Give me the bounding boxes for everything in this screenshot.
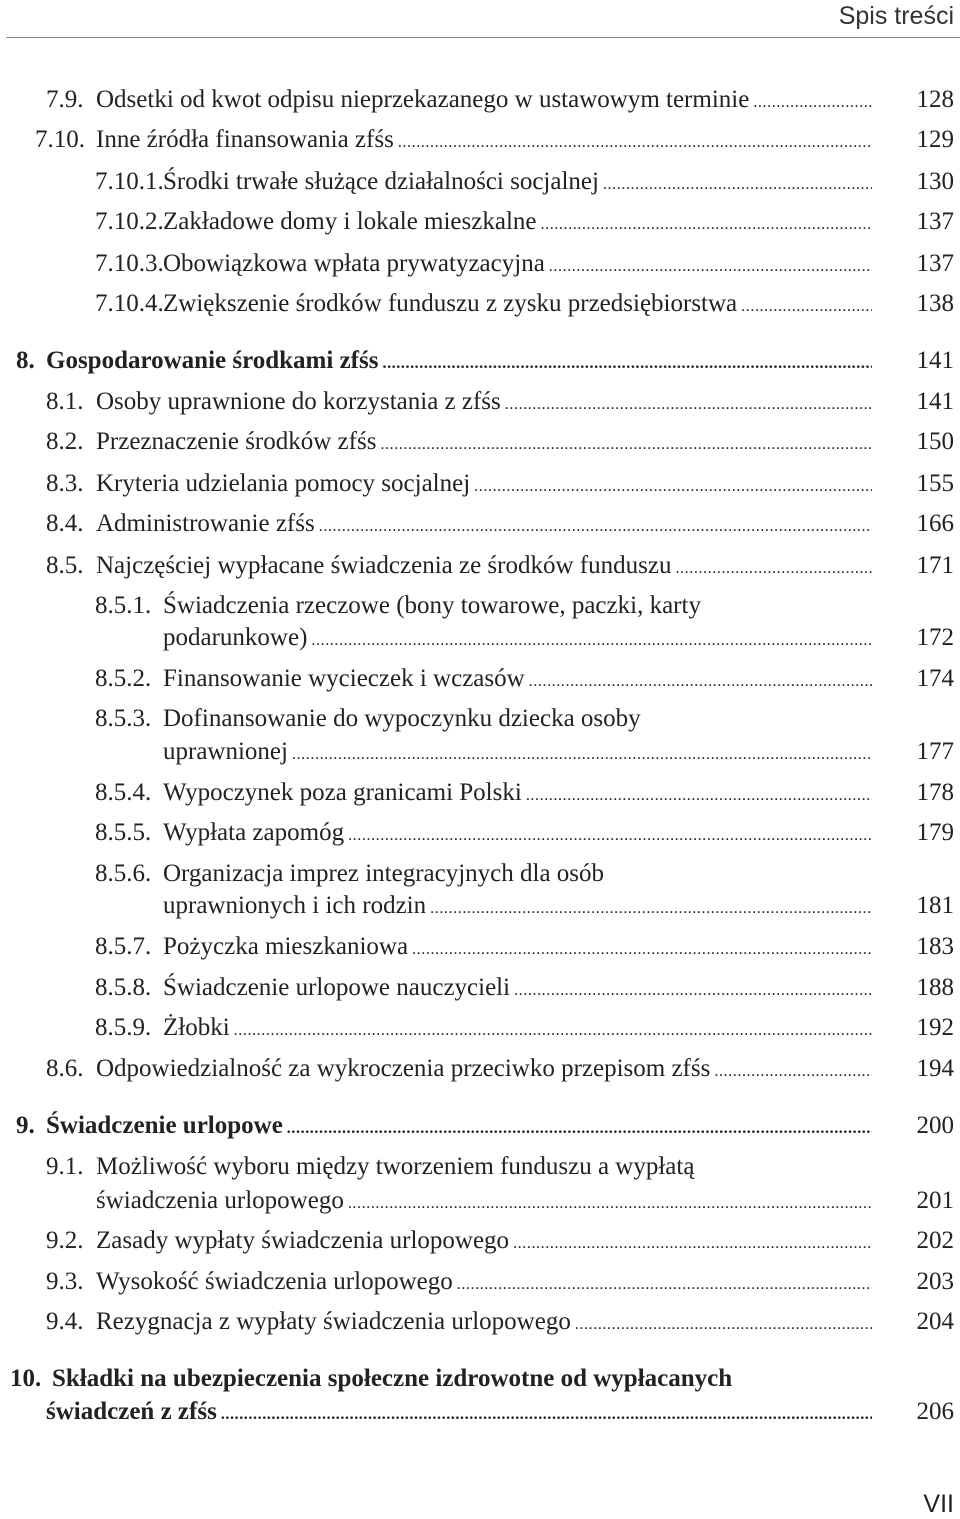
dot-leader [526, 780, 872, 812]
toc-entry-number: 9.2. [46, 1227, 84, 1254]
dot-leader [753, 87, 872, 119]
dot-leader [541, 209, 873, 241]
toc-entry-page: 171 [916, 552, 954, 579]
toc-entry-title-leader [96, 1053, 872, 1085]
toc-entry-number: 8.5.7. [95, 933, 152, 960]
dot-leader [529, 666, 872, 698]
toc-entry-page: 174 [916, 665, 954, 692]
toc-entry-number: 8.5.6. [95, 860, 152, 887]
toc-entry-title: świadczenia urlopowego [96, 1187, 344, 1214]
toc-entry-page: 201 [916, 1187, 954, 1214]
toc-entry-line [0, 426, 960, 458]
toc-entry-page: 192 [916, 1014, 954, 1041]
toc-entry-title: Wysokość świadczenia urlopowego [96, 1268, 453, 1295]
toc-entry-title-leader [96, 550, 872, 582]
toc-entry-line [0, 622, 960, 654]
toc-entry-line [0, 166, 960, 198]
toc-entry-title: Zasady wypłaty świadczenia urlopowego [96, 1227, 510, 1254]
toc-entry-title-leader [163, 663, 872, 695]
toc-entry-page: 141 [916, 347, 954, 374]
dot-leader [505, 389, 872, 421]
toc-entry-title-leader [163, 288, 872, 320]
toc-entry-title-leader [96, 124, 872, 156]
toc-entry-line [0, 386, 960, 418]
dot-leader [382, 348, 872, 380]
toc-entry-line [0, 206, 960, 238]
toc-entry-title-leader [163, 972, 872, 1004]
toc-entry-number: 8.5.9. [95, 1014, 152, 1041]
dot-leader [287, 1113, 872, 1145]
toc-entry-page: 128 [916, 86, 954, 113]
toc-entry-page: 203 [916, 1268, 954, 1295]
toc-entry-page: 130 [916, 168, 954, 195]
toc-entry-title: Rezygnacja z wypłaty świadczenia urlopowego [96, 1308, 571, 1335]
toc-entry-line [0, 1151, 960, 1183]
toc-entry-line [0, 1053, 960, 1085]
toc-entry-page: 137 [916, 250, 954, 277]
toc-entry-title: Świadczenia rzeczowe (bony towarowe, paczki, karty [163, 592, 701, 619]
toc-entry-title-leader [96, 84, 872, 116]
toc-entry-line [0, 590, 960, 622]
toc-entry-line [0, 1185, 960, 1217]
toc-entry-title: Organizacja imprez integracyjnych dla osób [163, 860, 605, 887]
toc-entry-number: 8.5. [46, 552, 84, 579]
dot-leader [575, 1309, 872, 1341]
toc-entry-title: Dofinansowanie do wypoczynku dziecka osoby [163, 705, 641, 732]
toc-entry-title: Kryteria udzielania pomocy socjalnej [96, 470, 471, 497]
dot-leader [292, 739, 872, 771]
toc-entry-line [0, 1396, 960, 1428]
toc-entry-title-leader [163, 166, 872, 198]
toc-entry-title: podarunkowe) [163, 624, 308, 651]
dot-leader [474, 471, 872, 503]
toc-entry-page: 200 [916, 1112, 954, 1139]
dot-leader [457, 1269, 872, 1301]
dot-leader [311, 625, 872, 657]
toc-entry-number: 7.10.4. [95, 290, 164, 317]
toc-entry-line [0, 777, 960, 809]
toc-entry-title: Świadczenie urlopowe nauczycieli [163, 974, 511, 1001]
toc-entry-line [0, 703, 960, 735]
toc-entry-number: 7.9. [46, 86, 84, 113]
toc-entry-line [0, 1306, 960, 1338]
toc-entry-title: uprawnionych i ich rodzin [163, 892, 427, 919]
running-header-title: Spis treści [838, 2, 954, 30]
toc-entry-title: Wypoczynek poza granicami Polski [163, 779, 522, 806]
toc-entry-number: 9.3. [46, 1268, 84, 1295]
toc-entry-title-leader [96, 386, 872, 418]
toc-entry-page: 166 [916, 510, 954, 537]
dot-leader [430, 893, 872, 925]
toc-entry-title: uprawnionej [163, 738, 288, 765]
toc-entry-page: 137 [916, 208, 954, 235]
toc-entry-title: Składki na ubezpieczenia społeczne izdrowotne od wypłacanych [52, 1365, 733, 1392]
toc-entry-title: Możliwość wyboru między tworzeniem funduszu a wypłatą [96, 1153, 695, 1180]
dot-leader [714, 1056, 872, 1088]
toc-entry-number: 9.1. [46, 1153, 84, 1180]
toc-entry-title-leader [96, 1306, 872, 1338]
toc-entry-number: 10. [10, 1365, 42, 1392]
toc-entry-page: 138 [916, 290, 954, 317]
toc-entry-number: 8.2. [46, 428, 84, 455]
toc-entry-title: Administrowanie zfśs [96, 510, 315, 537]
toc-entry-title-leader [163, 248, 872, 280]
toc-entry-title-leader [163, 931, 872, 963]
toc-entry-line [0, 508, 960, 540]
toc-entry-title-leader [163, 1012, 872, 1044]
toc-entry-line [0, 663, 960, 695]
toc-entry-page: 181 [916, 892, 954, 919]
toc-entry-title-leader [46, 1396, 872, 1428]
toc-entry-line [0, 858, 960, 890]
toc-entry-line [0, 248, 960, 280]
toc-entry-title-leader [96, 1185, 872, 1217]
toc-entry-page: 141 [916, 388, 954, 415]
dot-leader [348, 820, 872, 852]
toc-entry-title: Finansowanie wycieczek i wczasów [163, 665, 525, 692]
toc-entry-line [0, 972, 960, 1004]
toc-entry-number: 9.4. [46, 1308, 84, 1335]
toc-entry-title: Żłobki [163, 1014, 230, 1041]
toc-entry-title-leader [163, 736, 872, 768]
toc-entry-title-leader [96, 1266, 872, 1298]
toc-entry-line [0, 1266, 960, 1298]
toc-entry-title-leader [96, 468, 872, 500]
toc-entry-number: 8.6. [46, 1055, 84, 1082]
toc-entry-page: 155 [916, 470, 954, 497]
toc-entry-title-leader [163, 817, 872, 849]
toc-entry-page: 150 [916, 428, 954, 455]
dot-leader [675, 553, 872, 585]
toc-entry-line [0, 1012, 960, 1044]
toc-entry-page: 206 [916, 1398, 954, 1425]
toc-entry-title: Przeznaczenie środków zfśs [96, 428, 377, 455]
toc-entry-title: świadczeń z zfśs [46, 1398, 217, 1425]
toc-entry-title: Gospodarowanie środkami zfśs [46, 347, 379, 374]
toc-entry-line [0, 345, 960, 377]
toc-entry-title-leader [46, 345, 872, 377]
toc-entry-page: 204 [916, 1308, 954, 1335]
toc-entry-line [0, 736, 960, 768]
toc-entry-page: 177 [916, 738, 954, 765]
toc-entry-number: 7.10. [35, 126, 85, 153]
dot-leader [549, 251, 872, 283]
toc-entry-title: Obowiązkowa wpłata prywatyzacyjna [163, 250, 545, 277]
toc-entry-title-leader [163, 890, 872, 922]
toc-entry-number: 8.3. [46, 470, 84, 497]
toc-entry-page: 194 [916, 1055, 954, 1082]
dot-leader [514, 975, 872, 1007]
toc-entry-title: Wypłata zapomóg [163, 819, 345, 846]
dot-leader [603, 169, 872, 201]
toc-entry-line [0, 890, 960, 922]
dot-leader [348, 1188, 872, 1220]
toc-entry-title-leader [96, 426, 872, 458]
dot-leader [741, 291, 872, 323]
toc-entry-title: Zakładowe domy i lokale mieszkalne [163, 208, 537, 235]
toc-entry-line [0, 550, 960, 582]
toc-entry-line [0, 1363, 960, 1395]
dot-leader [234, 1015, 872, 1047]
toc-entry-title: Osoby uprawnione do korzystania z zfśs [96, 388, 501, 415]
toc-entry-title-leader [96, 508, 872, 540]
toc-entry-line [0, 124, 960, 156]
toc-entry-title-leader [163, 622, 872, 654]
toc-entry-title: Świadczenie urlopowe [46, 1112, 283, 1139]
toc-entry-page: 179 [916, 819, 954, 846]
toc-entry-line [0, 1110, 960, 1142]
toc-entry-number: 7.10.3. [95, 250, 164, 277]
toc-entry-line [0, 1225, 960, 1257]
toc-entry-number: 7.10.1. [95, 168, 164, 195]
toc-entry-number: 7.10.2. [95, 208, 164, 235]
page-number: VII [923, 1490, 954, 1518]
toc-entry-number: 8.5.2. [95, 665, 152, 692]
header-rule [6, 37, 960, 38]
toc-entry-number: 8.5.4. [95, 779, 152, 806]
toc-entry-title-leader [46, 1110, 872, 1142]
toc-entry-title: Najczęściej wypłacane świadczenia ze środków funduszu [96, 552, 672, 579]
toc-entry-title-leader [163, 777, 872, 809]
dot-leader [380, 429, 872, 461]
toc-entry-page: 183 [916, 933, 954, 960]
dot-leader [412, 934, 872, 966]
toc-entry-line [0, 817, 960, 849]
toc-entry-title: Odpowiedzialność za wykroczenia przeciwko przepisom zfśs [96, 1055, 711, 1082]
toc-entry-page: 188 [916, 974, 954, 1001]
toc-entry-title: Odsetki od kwot odpisu nieprzekazanego w ustawowym terminie [96, 86, 750, 113]
toc-entry-number: 8.5.3. [95, 705, 152, 732]
toc-entry-number: 8.4. [46, 510, 84, 537]
toc-entry-title-leader [163, 206, 872, 238]
toc-entry-title: Środki trwałe służące działalności socjalnej [163, 168, 599, 195]
dot-leader [398, 127, 872, 159]
toc-entry-page: 202 [916, 1227, 954, 1254]
toc-entry-line [0, 84, 960, 116]
toc-entry-number: 8.5.1. [95, 592, 152, 619]
toc-entry-title: Inne źródła finansowania zfśs [96, 126, 394, 153]
toc-entry-title: Pożyczka mieszkaniowa [163, 933, 409, 960]
toc-entry-line [0, 468, 960, 500]
toc-entry-line [0, 931, 960, 963]
toc-entry-number: 8.5.5. [95, 819, 152, 846]
toc-entry-title: Zwiększenie środków funduszu z zysku przedsiębiorstwa [163, 290, 738, 317]
toc-entry-number: 8.5.8. [95, 974, 152, 1001]
toc-entry-title-leader [96, 1225, 872, 1257]
toc-entry-page: 178 [916, 779, 954, 806]
toc-entry-page: 172 [916, 624, 954, 651]
toc-entry-number: 9. [16, 1112, 35, 1139]
dot-leader [319, 511, 872, 543]
dot-leader [221, 1399, 872, 1431]
toc-entry-line [0, 288, 960, 320]
toc-entry-number: 8.1. [46, 388, 84, 415]
toc-entry-page: 129 [916, 126, 954, 153]
dot-leader [513, 1228, 872, 1260]
toc-entry-number: 8. [16, 347, 35, 374]
